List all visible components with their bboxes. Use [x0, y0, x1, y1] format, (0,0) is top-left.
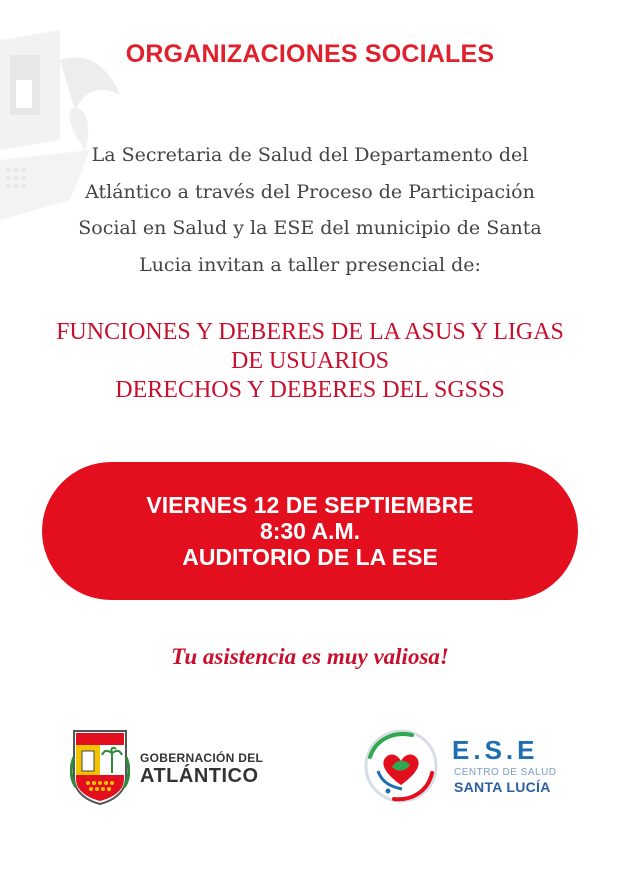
- gobernacion-logo: [70, 727, 270, 807]
- intro-line: Social en Salud y la ESE del municipio de Santa: [78, 217, 542, 239]
- closing-message: Tu asistencia es muy valiosa!: [171, 644, 449, 669]
- page-title: ORGANIZACIONES SOCIALES: [125, 40, 495, 68]
- ese-title: E.S.E: [452, 735, 539, 765]
- topic-line: FUNCIONES Y DEBERES DE LA ASUS Y LIGAS: [56, 319, 564, 345]
- ese-subtitle-1: CENTRO DE SALUD: [454, 767, 557, 778]
- event-details-banner: [42, 462, 578, 600]
- event-date: VIERNES 12 DE SEPTIEMBRE: [146, 492, 474, 518]
- ese-logo: [362, 727, 572, 807]
- gobernacion-line2: ATLÁNTICO: [140, 765, 259, 787]
- intro-line: La Secretaria de Salud del Departamento del: [91, 144, 529, 166]
- gobernacion-line1: GOBERNACIÓN DEL: [140, 751, 264, 765]
- topic-line: DERECHOS Y DEBERES DEL SGSSS: [115, 377, 505, 403]
- atlantico-shield-icon: [70, 727, 130, 805]
- ese-subtitle-2: SANTA LUCÍA: [454, 779, 551, 795]
- intro-paragraph: [20, 137, 600, 283]
- heart-hands-icon: [362, 727, 440, 805]
- intro-line: Atlántico a través del Proceso de Participación: [85, 180, 535, 203]
- intro-line: Lucia invitan a taller presencial de:: [139, 253, 481, 276]
- workshop-topics: [0, 318, 620, 405]
- event-time: 8:30 A.M.: [259, 518, 361, 544]
- topic-line: DE USUARIOS: [230, 348, 389, 374]
- event-place: AUDITORIO DE LA ESE: [182, 544, 438, 570]
